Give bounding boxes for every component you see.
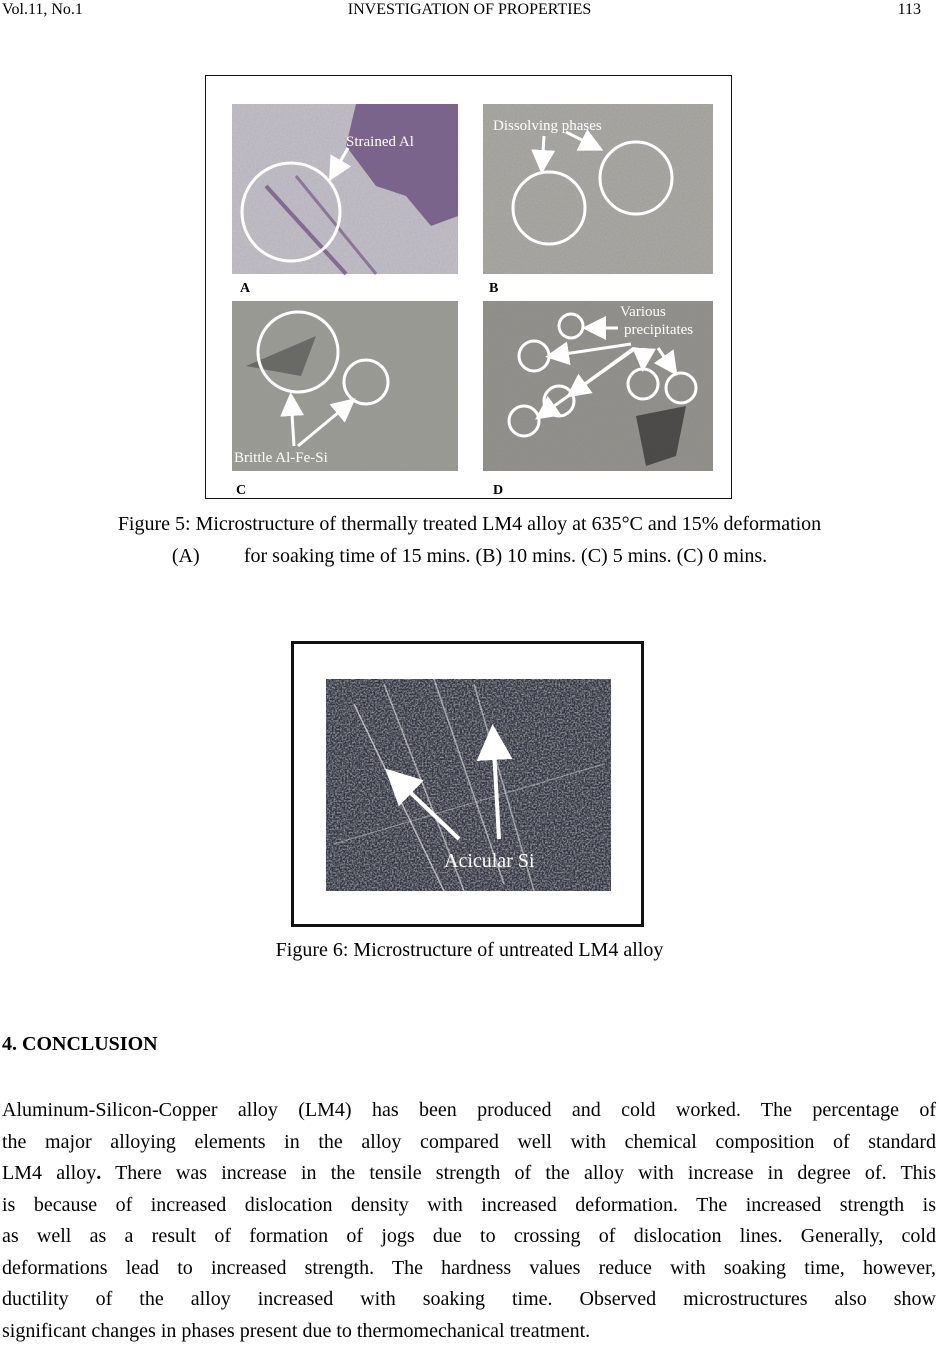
paragraph-line: significant changes in phases present due to thermomechanical treatment. — [2, 1316, 936, 1347]
paragraph-line — [2, 1158, 936, 1190]
paragraph-line: is because of increased dislocation density with increased deformation. The increased strength is — [2, 1190, 936, 1222]
annotation-strained-al: Strained Al — [346, 134, 414, 150]
paragraph-line: as well as a result of formation of jogs due to crossing of dislocation lines. Generally, cold — [2, 1221, 936, 1253]
figure-6-micrograph — [294, 644, 641, 924]
annotation-dissolving-phases: Dissolving phases — [493, 118, 602, 134]
figure-6 — [291, 641, 644, 927]
panel-label-a: A — [240, 281, 251, 296]
figure-5-caption-line-1: Figure 5: Microstructure of thermally treated LM4 alloy at 635°C and 15% deformation — [0, 511, 939, 537]
paragraph-line: the major alloying elements in the alloy compared well with chemical composition of standard — [2, 1127, 936, 1159]
paragraph-line: deformations lead to increased strength. The hardness values reduce with soaking time, however, — [2, 1253, 936, 1285]
caption-item-text: for soaking time of 15 mins. (B) 10 mins. (C) 5 mins. (C) 0 mins. — [244, 545, 767, 567]
page-number: 113 — [898, 0, 921, 20]
panel-label-c: C — [236, 483, 246, 498]
figure-5-micrographs — [206, 76, 731, 498]
micrograph-c — [232, 301, 458, 471]
paragraph-line: ductility of the alloy increased with soaking time. Observed microstructures also show — [2, 1284, 936, 1316]
figure-5-caption-line-2 — [0, 543, 939, 569]
annotation-various: Various — [620, 304, 666, 320]
running-header-title: INVESTIGATION OF PROPERTIES — [0, 0, 939, 20]
paragraph-line-rest: There was increase in the tensile strength of the alloy with increase in degree of. This — [115, 1162, 936, 1184]
figure-5 — [205, 75, 732, 499]
annotation-acicular-si: Acicular Si — [444, 850, 535, 872]
paragraph-line: Aluminum-Silicon-Copper alloy (LM4) has been produced and cold worked. The percentage of — [2, 1095, 936, 1127]
micrograph-a — [232, 104, 458, 274]
conclusion-paragraph — [2, 1095, 936, 1347]
panel-label-d: D — [493, 483, 503, 498]
caption-item-label: (A) — [172, 543, 244, 569]
panel-label-b: B — [489, 281, 498, 296]
figure-6-caption: Figure 6: Microstructure of untreated LM4 alloy — [0, 937, 939, 963]
annotation-precipitates: precipitates — [624, 322, 693, 338]
paragraph-line-prefix: LM4 alloy — [2, 1162, 96, 1184]
section-heading-conclusion: 4. CONCLUSION — [2, 1033, 158, 1056]
annotation-brittle-alfesi: Brittle Al-Fe-Si — [234, 450, 328, 466]
running-header-volume: Vol.11, No.1 — [2, 0, 83, 20]
paragraph-bold-period: . — [96, 1162, 101, 1184]
